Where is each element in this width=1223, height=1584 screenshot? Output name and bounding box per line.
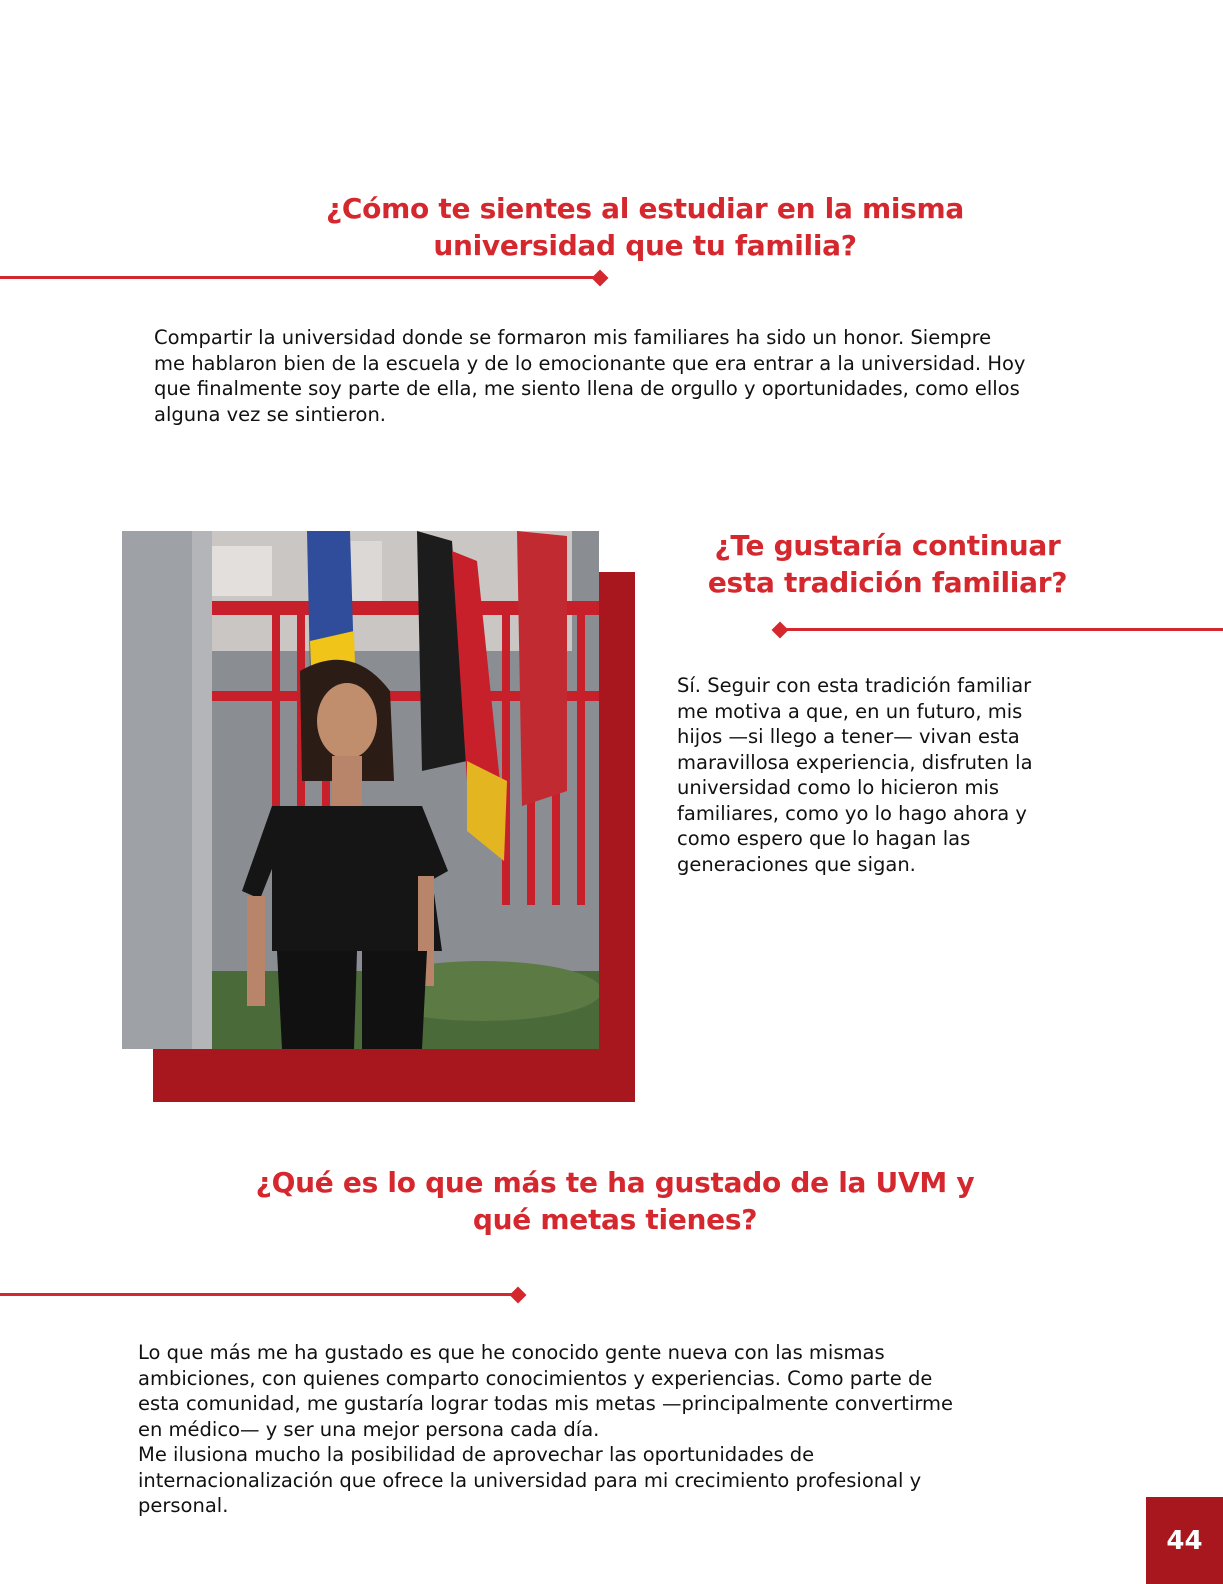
answer-3-line: internacionalización que ofrece la universidad para mi crecimiento profesional y bbox=[138, 1468, 922, 1492]
answer-1-line: que finalmente soy parte de ella, me siento llena de orgullo y oportunidades, como ellos bbox=[154, 377, 1020, 400]
answer-2 bbox=[677, 673, 1033, 877]
answer-2-line: familiares, como yo lo hago ahora y bbox=[677, 801, 1027, 825]
answer-3-line: Lo que más me ha gustado es que he conocido gente nueva con las mismas bbox=[138, 1341, 885, 1364]
answer-1-line: alguna vez se sintieron. bbox=[154, 402, 387, 426]
question-2-rule bbox=[780, 628, 1223, 631]
answer-3-line: en médico— y ser una mejor persona cada día. bbox=[138, 1417, 600, 1441]
answer-3 bbox=[138, 1340, 953, 1519]
question-3-line-1: ¿Qué es lo que más te ha gustado de la UVM y bbox=[255, 1166, 975, 1199]
answer-2-line: generaciones que sigan. bbox=[677, 852, 916, 876]
answer-2-line: maravillosa experiencia, disfruten la bbox=[677, 750, 1033, 774]
question-1-line-1: ¿Cómo te sientes al estudiar en la misma bbox=[325, 192, 965, 225]
answer-2-line: Sí. Seguir con esta tradición familiar bbox=[677, 674, 1032, 697]
question-1-rule bbox=[0, 276, 598, 279]
answer-2-line: como espero que lo hagan las bbox=[677, 827, 971, 850]
question-3-rule bbox=[0, 1293, 515, 1296]
question-2-title bbox=[660, 527, 1115, 601]
question-2-line-2: esta tradición familiar? bbox=[707, 566, 1068, 599]
answer-2-line: universidad como lo hicieron mis bbox=[677, 776, 1000, 799]
answer-3-line: personal. bbox=[138, 1494, 229, 1517]
question-3-title bbox=[210, 1164, 1020, 1238]
question-1-title bbox=[250, 190, 1040, 264]
answer-3-line: ambiciones, con quienes comparto conocimientos y experiencias. Como parte de bbox=[138, 1366, 933, 1390]
student-photo bbox=[122, 531, 599, 1049]
answer-3-line: esta comunidad, me gustaría lograr todas mis metas —principalmente convertirme bbox=[138, 1392, 954, 1415]
answer-1-line: me hablaron bien de la escuela y de lo emocionante que era entrar a la universidad. Hoy bbox=[154, 351, 1026, 375]
answer-2-line: hijos —si llego a tener— vivan esta bbox=[677, 725, 1020, 748]
student-photo-illustration bbox=[122, 531, 599, 1049]
question-1-line-2: universidad que tu familia? bbox=[433, 229, 857, 262]
answer-1-line: Compartir la universidad donde se formaron mis familiares ha sido un honor. Siempre bbox=[154, 326, 992, 349]
page-number: 44 bbox=[1146, 1497, 1223, 1584]
question-2-line-1: ¿Te gustaría continuar bbox=[714, 529, 1061, 562]
question-1-rule-diamond bbox=[592, 270, 609, 287]
answer-3-line: Me ilusiona mucho la posibilidad de aprovechar las oportunidades de bbox=[138, 1443, 815, 1466]
answer-1 bbox=[154, 325, 1025, 427]
question-3-rule-diamond bbox=[510, 1287, 527, 1304]
answer-2-line: me motiva a que, en un futuro, mis bbox=[677, 699, 1023, 723]
question-3-line-2: qué metas tienes? bbox=[472, 1203, 758, 1236]
